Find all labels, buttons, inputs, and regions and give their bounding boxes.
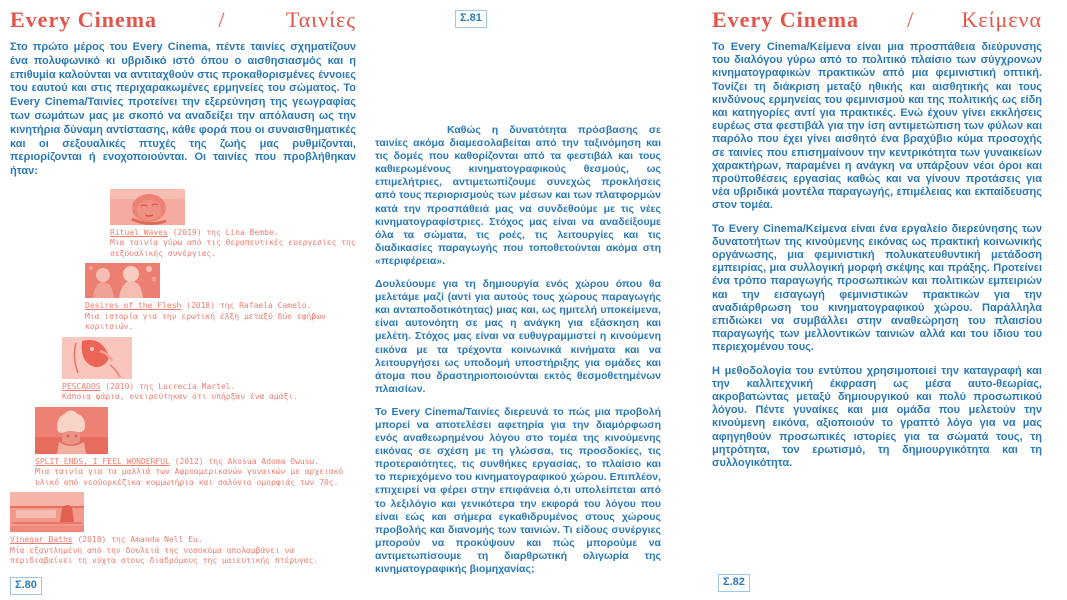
film-description: Μια ταινία για τα μαλλιά των Αφροαμερικανών γυναικών με αρχειακό υλικό από νεοϋορκέζικα κομμωτήρια και σαλόνια ομορφιάς των 70ς. xyxy=(35,467,344,487)
films-intro-paragraph: Στο πρώτο μέρος του Every Cinema, πέντε ταινίες σχηματίζουν ένα πολυφωνικό κι υβριδικό ιστό όπου ο αισθησιασμός και η επιθυμία καλούνται να αντιταχθούν στις προκαθορισμένες έννοιες του εαυτού και στις περιχαρακωμένες ερμηνείες του σώματος. Το Every Cinema/Ταινίες προτείνει την εξερεύνηση της γεωγραφίας των σωμάτων μας με σκοπό να αναδείξει την απόλαυση ως την κινητήρια δύναμη αντίστασης, κάθε φορά που οι συναισθηματικές και οι σεξουαλικές πτυχές της ζωής μας ρυθμίζονται, περιορίζονται ή ενοχοποιούνται. Οι ταινίες που προβλήθηκαν ήταν: xyxy=(10,41,356,178)
section-title-texts: Κείμενα xyxy=(961,7,1042,32)
film-meta: (2019) της Lina Bembe. xyxy=(167,227,279,237)
film-caption xyxy=(85,301,356,333)
film-title-link[interactable]: Ritual Waves xyxy=(110,227,168,237)
page-middle xyxy=(375,10,661,586)
film-thumbnail-fish-abstract-image xyxy=(62,337,356,379)
film-description: Μια ιστορία για την ερωτική έλξη μεταξύ δύο εφήβων κοριτσιών. xyxy=(85,311,326,332)
right-paragraph-2: Το Every Cinema/Κείμενα είναι ένα εργαλείο διερεύνησης των δυνατοτήτων της κινούμενης εικόνας ως πρακτική κοινωνικής οργάνωσης, μια φεμινιστική πολυκατευθυντική μετάδοση εμπειρίας, μια συλλογική μορφή σκέψης και πράξης. Προτείνει ένα τρόπο παραγωγής προσωπικών και πολιτικών εμπειριών και την εισαγωγή φεμινιστικών πρακτικών για την αναδιάρθρωση του κινηματογραφικού χώρου. Παράλληλα επιδιώκει να συμβάλλει στην αναθεώρηση του πλαισίου παραγωγής των μελλοντικών ταινιών αλλά και του ίδιου του περιεχομένου τους. xyxy=(712,222,1042,354)
film-description: Μια ταινία γύρω από τις θεραπευτικές ευεργεσίες της σεξουαλικής συνέργιας. xyxy=(110,238,356,258)
right-paragraph-3: Η μεθοδολογία του εντύπου χρησιμοποιεί την καταγραφή και την καλλιτεχνική έκφραση ως μέσα αυτο-θεωρίας, ακροβατώντας μεταξύ δημιουργικού και πολύ προσωπικού λόγου. Πέντε γυναίκες και μια ομάδα που μελετούν την κινούμενη εικόνα, αξιοποιούν το γραπτό λόγο για να μας αφηγηθούν προσωπικές ιστορίες για τα σώματά τους, τη μητρότητα, τον ερωτισμό, τη δημιουργικότητα και τη συλλογικότητα. xyxy=(712,364,1042,470)
film-entry xyxy=(110,189,356,260)
page-right-header xyxy=(712,8,1042,32)
film-thumbnail-bathtub-interior-image xyxy=(10,492,356,532)
brand-title: Every Cinema xyxy=(712,7,860,32)
middle-paragraph-2: Δουλεύουμε για τη δημιουργία ενός χώρου όπου θα μελετάμε μαζί (αντί για αυτούς τους χώρους παραγωγής και ανταποδοτικότητας) μιας και, ως ημιτελή υποκείμενα, είναι αυτονόητη σε μας η ανάγκη για εξάσκηση και μελέτη. Στόχος μας είναι να ευθυγραμμιστεί η κινούμενη εικόνα με τα τρέχοντα κοινωνικά κινήματα και να λειτουργήσει ως υποδομή υποστήριξης για ομάδες και άτομα που δραστηριοποιούνται εκτός θεσμοθετημένων πλαισίων. xyxy=(375,278,661,395)
brand-title: Every Cinema xyxy=(10,7,158,32)
page-left xyxy=(10,8,356,567)
header-slash: / xyxy=(218,7,225,32)
section-title-films: Ταινίες xyxy=(285,7,356,32)
film-meta: (2012) της Akosua Adoma Owusu. xyxy=(169,456,320,466)
film-thumbnail-two-girls-image xyxy=(85,263,356,298)
film-title-link[interactable]: PESCADOS xyxy=(62,381,101,391)
page-number-badge-80: Σ.80 xyxy=(10,577,42,595)
film-title-link[interactable]: Desires of the Flesh xyxy=(85,301,182,311)
film-entry xyxy=(62,337,356,403)
film-caption xyxy=(110,228,356,260)
film-meta: (2010) της Lucrecia Martel. xyxy=(100,381,236,391)
film-description: Κάποια ψάρια, ονειρεύτηκαν ότι υπήρξαν ένα αμάξι. xyxy=(62,392,299,402)
page-left-header xyxy=(10,8,356,32)
film-caption xyxy=(10,535,356,567)
film-title-link[interactable]: Vinegar Baths xyxy=(10,535,73,545)
page-number-badge-81: Σ.81 xyxy=(455,10,487,28)
film-caption xyxy=(35,457,356,489)
film-entry xyxy=(10,492,356,567)
right-paragraph-1: Το Every Cinema/Κείμενα είναι μια προσπάθεια διεύρυνσης του διαλόγου γύρω από το πολιτικό πλαίσιο των σύγχρονων κινηματογραφικών πρακτικών από μια φεμινιστική οπτική. Τονίζει τη διάκριση μεταξύ ηθικής και αισθητικής και τους κινδύνους ερμηνείας του φεμινισμού και της πολιτικής ως είδη και κατηγορίες αντί για πρακτικές. Ενώ έχουν γίνει εκκλήσεις ευρέως στα φεστιβάλ για την ίση αντιμετώπιση των φύλων και παρόλο που έχει γίνει αισθητό ένα βραχύβιο κύμα προσοχής σε ταινίες που επισημαίνουν την κεντρικότητα των γυναικείων χαρακτήρων, παραμένει η ανάγκη να υπάρξουν νέοι όροι και προϋποθέσεις εργασίας καθώς και να γίνουν προτάσεις για νέα υβριδικά μοντέλα παραγωγής, επιμέλειας και εκπαίδευσης στον τομέα. xyxy=(712,41,1042,212)
film-thumbnail-sleeping-face-image xyxy=(110,189,356,225)
film-meta: (2018) της Amanda Nell Eu. xyxy=(72,535,203,545)
film-description: Μία εξαντλημένη από την δουλειά της νοσοκόμα απολαμβάνει να περιδιαβαίνει τη νύχτα στους διαδρόμους της μαιευτικής πτέρυγας. xyxy=(10,545,319,566)
page-right xyxy=(712,8,1042,480)
film-caption xyxy=(62,382,356,403)
film-entry xyxy=(35,407,356,489)
film-meta: (2018) της Rafaela Camelo. xyxy=(181,301,312,311)
film-thumbnail-headwrap-woman-image xyxy=(35,407,356,454)
middle-top-whitespace xyxy=(375,10,661,124)
film-list xyxy=(10,189,356,567)
middle-paragraph-1: Καθώς η δυνατότητα πρόσβασης σε ταινίες ακόμα διαμεσολαβείται από την ταξινόμηση και τις δομές που καθορίζονται από τα φεστιβάλ και τους καθιερωμένους κινηματογραφικούς θεσμούς, ως επιμελήτριες, αντιμετωπίζουμε συνεχώς προκλήσεις από τους περιορισμούς των μέσων και των πλατφορμών κατά την προσπάθειά μας να συνδεθούμε με τις νέες κινηματογραφίστριες. Στόχος μας είναι να αναδείξουμε όλα τα σώματα, τις ροές, τις λειτουργίες και τις διαδικασίες παραγωγής που τοποθετούνται ακόμα στη «περιφέρεια». xyxy=(375,124,661,267)
film-title-link[interactable]: SPLIT ENDS, I FEEL WONDERFUL xyxy=(35,456,170,466)
middle-paragraph-3: Το Every Cinema/Ταινίες διερευνά το πώς μια προβολή μπορεί να αποτελέσει αφετηρία για την διαμόρφωση ενός αναθεωρημένου λόγου στο τομέα της κινούμενης εικόνας σε σχέση με τη γλώσσα, τις προσδοκίες, τις προτεραιότητες, τις συνθήκες εργασίας, το πλαίσιο και το περιεχόμενο του κινηματογραφικού χώρου. Επιπλέον, επιχειρεί να φέρει στην επιφάνεια ό,τι υπολείπεται από το λεξιλόγιο και γενικότερα την εκφορά του λόγου που είναι εώς και σήμερα εγκαθιδρυμένος στους χώρους προβολής και διανομής των ταινιών. Τι είδους συνέργιες μπορούν να προκύψουν και πώς μπορούμε να αντιμετωπίσουμε τη διαρθρωτική ολιγωρία της κινηματογραφικής βιομηχανίας; xyxy=(375,405,661,575)
film-entry xyxy=(85,263,356,333)
header-slash: / xyxy=(907,7,914,32)
page-number-badge-82: Σ.82 xyxy=(718,574,750,592)
